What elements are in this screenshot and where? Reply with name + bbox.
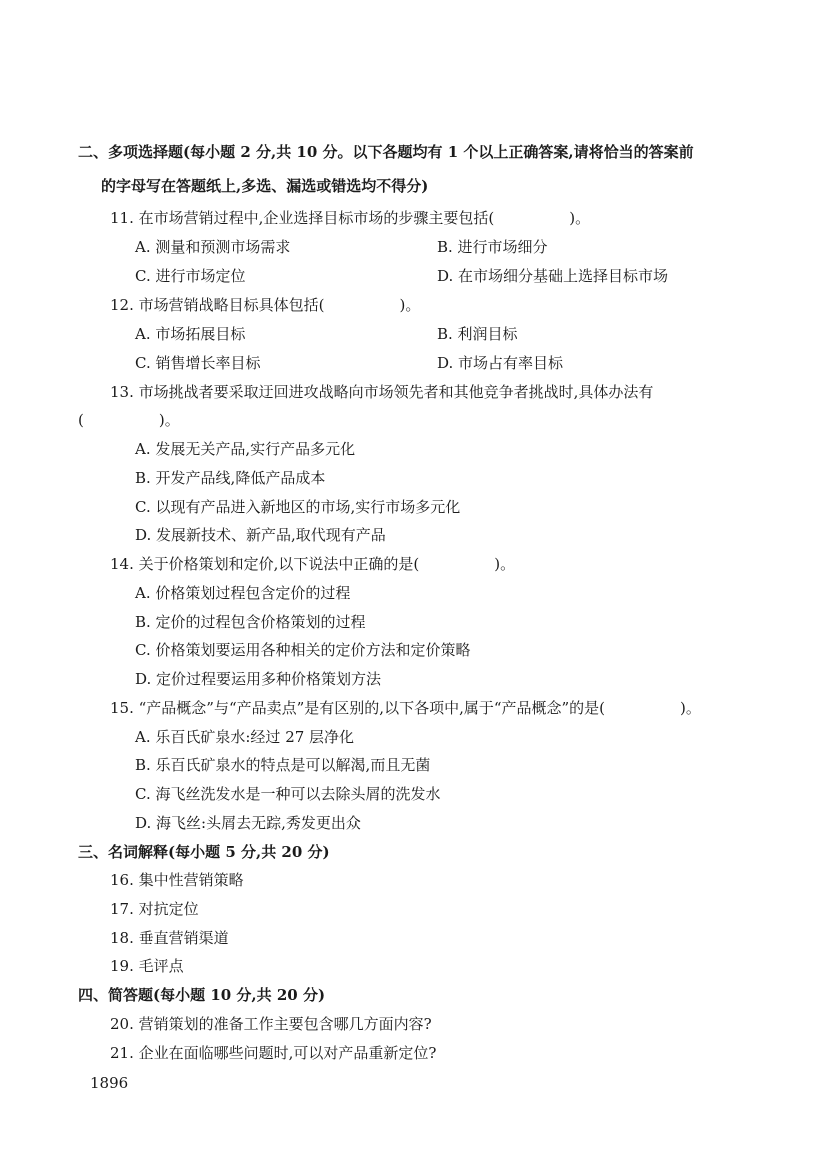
question-11-option-a: A. 测量和预测市场需求 [135, 238, 291, 256]
section4-heading: 四、简答题(每小题 10 分,共 20 分) [78, 986, 326, 1004]
question-11-option-d: D. 在市场细分基础上选择目标市场 [437, 267, 669, 285]
question-13-stem-line2: ( )。 [78, 411, 180, 429]
question-11-stem: 11. 在市场营销过程中,企业选择目标市场的步骤主要包括( )。 [110, 209, 591, 227]
question-12-option-b: B. 利润目标 [437, 325, 518, 343]
question-12-option-c: C. 销售增长率目标 [135, 354, 261, 372]
question-15-stem: 15. “产品概念”与“产品卖点”是有区别的,以下各项中,属于“产品概念”的是( )。 [110, 699, 701, 717]
question-13-stem-line1: 13. 市场挑战者要采取迂回进攻战略向市场领先者和其他竞争者挑战时,具体办法有 [110, 383, 654, 401]
question-14-stem: 14. 关于价格策划和定价,以下说法中正确的是( )。 [110, 555, 516, 573]
question-15-option-b: B. 乐百氏矿泉水的特点是可以解渴,而且无菌 [135, 756, 431, 774]
question-13-option-a: A. 发展无关产品,实行产品多元化 [135, 440, 356, 458]
short-answer-21: 21. 企业在面临哪些问题时,可以对产品重新定位? [110, 1044, 437, 1062]
question-11-option-c: C. 进行市场定位 [135, 267, 246, 285]
term-item-19: 19. 毛评点 [110, 957, 184, 975]
question-12-option-a: A. 市场拓展目标 [135, 325, 246, 343]
question-13-option-b: B. 开发产品线,降低产品成本 [135, 469, 326, 487]
question-13-option-c: C. 以现有产品进入新地区的市场,实行市场多元化 [135, 498, 461, 516]
page-number: 1896 [90, 1074, 129, 1092]
question-12-option-d: D. 市场占有率目标 [437, 354, 564, 372]
question-12-stem: 12. 市场营销战略目标具体包括( )。 [110, 296, 421, 314]
question-14-option-c: C. 价格策划要运用各种相关的定价方法和定价策略 [135, 641, 471, 659]
section3-heading: 三、名词解释(每小题 5 分,共 20 分) [78, 843, 330, 861]
short-answer-20: 20. 营销策划的准备工作主要包含哪几方面内容? [110, 1015, 432, 1033]
question-14-option-b: B. 定价的过程包含价格策划的过程 [135, 613, 366, 631]
term-item-18: 18. 垂直营销渠道 [110, 929, 229, 947]
section2-heading-line2: 的字母写在答题纸上,多选、漏选或错选均不得分) [101, 177, 429, 195]
question-13-option-d: D. 发展新技术、新产品,取代现有产品 [135, 526, 386, 544]
question-14-option-d: D. 定价过程要运用多种价格策划方法 [135, 670, 382, 688]
section2-heading-line1: 二、多项选择题(每小题 2 分,共 10 分。以下各题均有 1 个以上正确答案,请将恰当的答案前 [78, 143, 694, 161]
question-11-option-b: B. 进行市场细分 [437, 238, 548, 256]
question-15-option-d: D. 海飞丝:头屑去无踪,秀发更出众 [135, 814, 361, 832]
question-15-option-c: C. 海飞丝洗发水是一种可以去除头屑的洗发水 [135, 785, 441, 803]
term-item-17: 17. 对抗定位 [110, 900, 199, 918]
question-14-option-a: A. 价格策划过程包含定价的过程 [135, 584, 351, 602]
question-15-option-a: A. 乐百氏矿泉水:经过 27 层净化 [135, 728, 355, 746]
term-item-16: 16. 集中性营销策略 [110, 871, 244, 889]
